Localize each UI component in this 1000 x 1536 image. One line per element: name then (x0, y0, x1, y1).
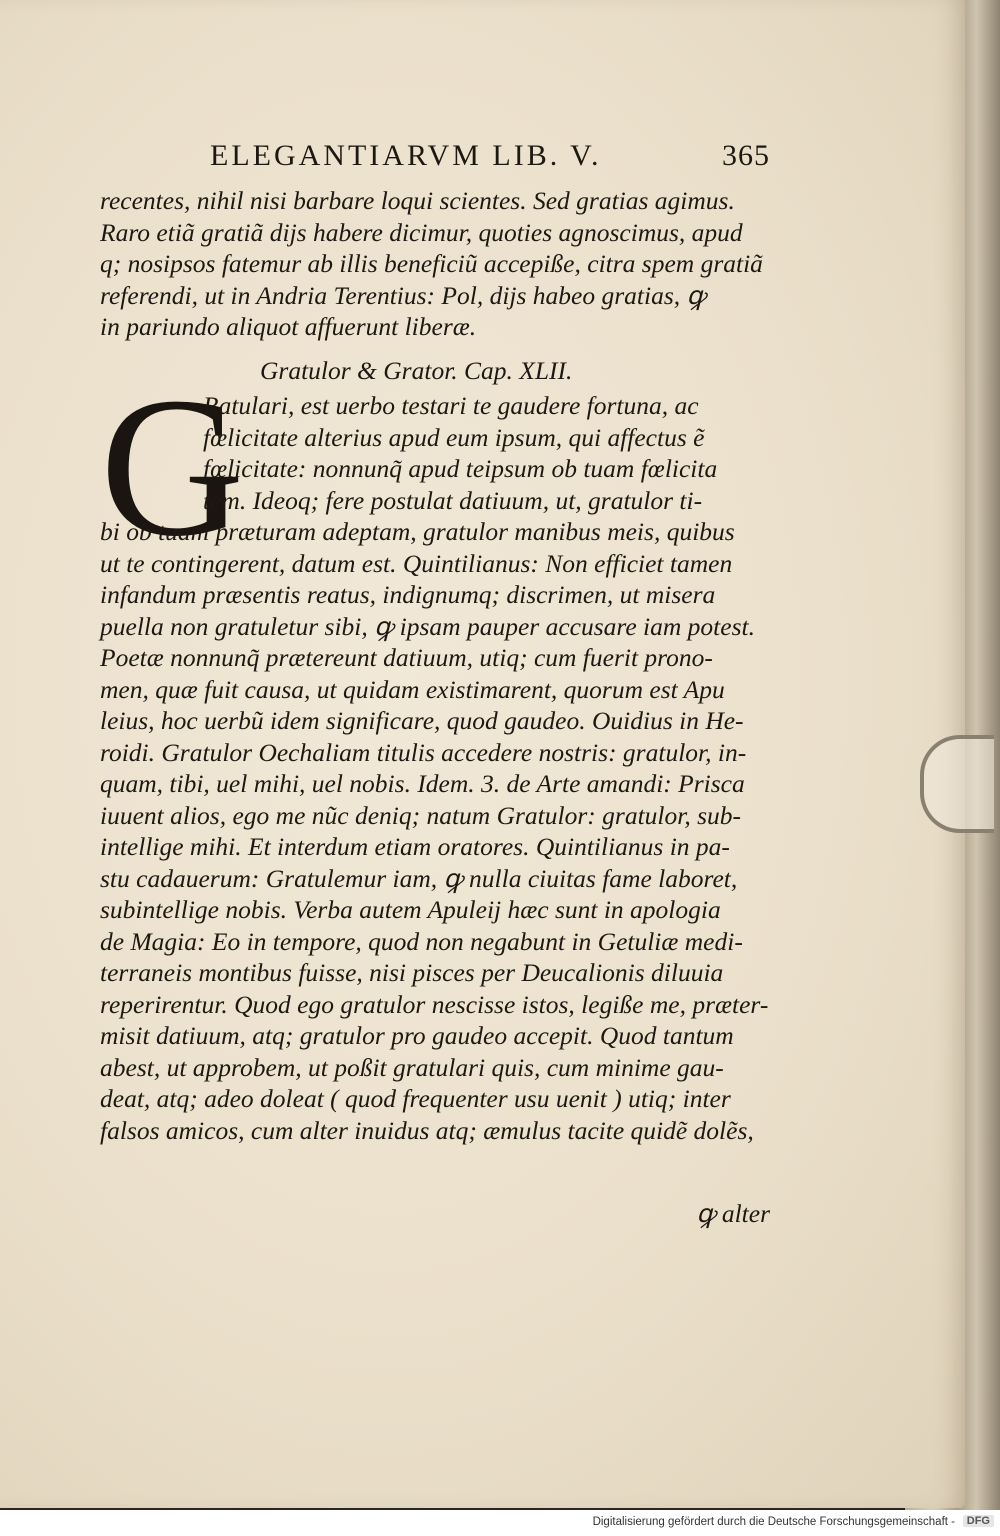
text-line: roidi. Gratulor Oechaliam titulis accedere nostris: gratulor, in- (100, 737, 747, 767)
indented-lines (203, 390, 770, 516)
text-line: q; nosipsos fatemur ab illis beneficiũ accepiße, citra spem gratiã (100, 249, 763, 278)
text-line: infandum præsentis reatus, indignumq; discrimen, ut misera (100, 580, 716, 609)
body-lines (100, 516, 770, 1146)
text-line: fœlicitate: nonnunq̃ apud teipsum ob tuam fœlicita (203, 454, 718, 483)
text-line: abest, ut approbem, ut poßit gratulari quis, cum minime gau- (100, 1052, 724, 1082)
text-line: quam, tibi, uel mihi, uel nobis. Idem. 3. de Arte amandi: Prisca (100, 769, 745, 798)
text-line: tem. Ideoq; fere postulat datiuum, ut, gratulor ti- (203, 485, 703, 515)
text-line: in pariundo aliquot affuerunt liberæ. (100, 312, 477, 341)
drop-cap: G (100, 357, 245, 578)
text-line: men, quæ fuit causa, ut quidam existimarent, quorum est Apu (100, 674, 725, 704)
text-line: leius, hoc uerbũ idem significare, quod gaudeo. Ouidius in He- (100, 706, 744, 735)
page-number: 365 (722, 139, 770, 172)
text-line: intellige mihi. Et interdum etiam oratores. Quintilianus in pa- (100, 832, 730, 861)
text-line: falsos amicos, cum alter inuidus atq; æmulus tacite quidẽ dolẽs, (100, 1115, 754, 1145)
text-line: bi ob tuam præturam adeptam, gratulor manibus meis, quibus (100, 517, 735, 546)
text-line: recentes, nihil nisi barbare loqui scientes. Sed gratias agimus. (100, 186, 735, 215)
text-line: fœlicitate alterius apud eum ipsum, qui affectus ẽ (203, 422, 705, 452)
text-line: de Magia: Eo in tempore, quod non negabunt in Getuliæ medi- (100, 926, 743, 956)
text-line: Ratulari, est uerbo testari te gaudere fortuna, ac (203, 391, 699, 420)
text-line: Poetæ nonnunq̃ prætereunt datiuum, utiq; cum fuerit prono- (100, 643, 713, 672)
page-clip (920, 735, 994, 833)
text-line: misit datiuum, atq; gratulor pro gaudeo accepit. Quod tantum (100, 1021, 734, 1050)
text-line: iuuent alios, ego me nũc deniq; natum Gratulor: gratulor, sub- (100, 800, 741, 830)
text-line: deat, atq; adeo doleat ( quod frequenter usu uenit ) utiq; inter (100, 1084, 731, 1113)
running-head (210, 140, 770, 172)
chapter-heading: Gratulor & Grator. Cap. XLII. (260, 356, 573, 385)
footer-credit: Digitalisierung gefördert durch die Deutsche Forschungsgemeinschaft - (592, 1516, 955, 1528)
text-line: puella non gratuletur sibi, ꝙ ipsam pauper accusare iam potest. (100, 611, 755, 641)
catchword: ꝙ alter (696, 1199, 770, 1228)
text-line: terraneis montibus fuisse, nisi pisces per Deucalionis diluuia (100, 958, 724, 987)
top-lines (100, 185, 770, 343)
running-head-title: ELEGANTIARVM LIB. V. (210, 139, 602, 172)
digitization-footer (0, 1510, 1000, 1536)
text-line: ut te contingerent, datum est. Quintilianus: Non efficiet tamen (100, 548, 733, 578)
dfg-logo: DFG (963, 1515, 994, 1527)
text-line: reperirentur. Quod ego gratulor nescisse istos, legiße me, præter- (100, 989, 769, 1019)
text-line: stu cadauerum: Gratulemur iam, ꝙ nulla ciuitas fame laboret, (100, 863, 738, 893)
text-line: referendi, ut in Andria Terentius: Pol, dijs habeo gratias, ꝙ (100, 280, 706, 310)
text-line: Raro etiã gratiã dijs habere dicimur, quoties agnoscimus, apud (100, 217, 743, 247)
text-line: subintellige nobis. Verba autem Apuleij hæc sunt in apologia (100, 895, 721, 924)
